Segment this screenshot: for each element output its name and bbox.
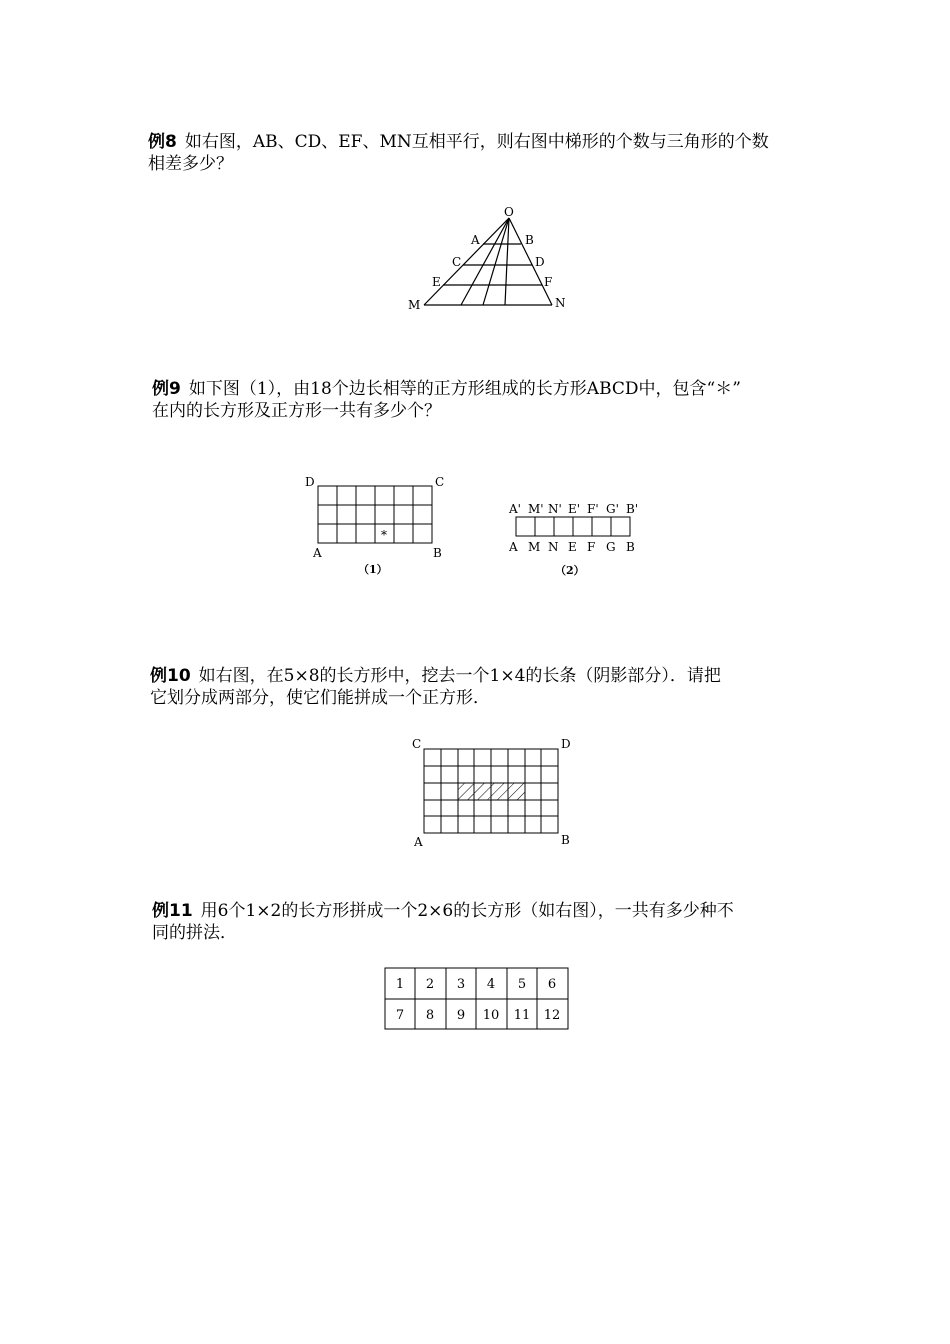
label-n: N [555, 296, 566, 310]
strip-top-label: E' [568, 502, 581, 516]
fig2-caption: （2） [555, 564, 585, 577]
strip-top-label: M' [528, 502, 544, 516]
table-cell: 3 [456, 977, 466, 992]
example-11-number: 例11 [152, 901, 193, 921]
table-cell: 1 [395, 977, 405, 992]
example-8-line-2: 相差多少？ [148, 154, 233, 174]
table-cell: 10 [482, 1008, 500, 1023]
strip-bottom-label: E [568, 540, 577, 554]
fig1-label-d: D [305, 475, 315, 489]
triangle-figure [424, 218, 552, 305]
label-d: D [535, 255, 545, 269]
fig1-label-a: A [313, 546, 322, 560]
example-11-line-1: 用6个1×2的长方形拼成一个2×6的长方形（如右图），一共有多少种不 [200, 901, 734, 921]
strip-bottom-label: M [528, 540, 541, 554]
table-cell: 9 [456, 1008, 466, 1023]
side-on [509, 218, 552, 305]
grid-5x8-figure [424, 749, 558, 833]
strip-bottom-labels [508, 540, 635, 577]
star-mark: * [381, 528, 387, 542]
table-cell: 11 [513, 1008, 531, 1023]
ray-1 [461, 218, 509, 305]
label-m: M [408, 298, 421, 312]
fig3-label-b: B [561, 833, 570, 847]
label-c: C [452, 255, 462, 269]
example-9-number: 例9 [152, 379, 181, 399]
fig1-label-c: C [435, 475, 445, 489]
strip-bottom-label: A [509, 540, 518, 554]
strip-top-label: N' [548, 502, 562, 516]
example-9-line-1: 如下图（1），由18个边长相等的正方形组成的长方形ABCD中，包含“＊” [188, 379, 741, 399]
fig3-label-a: A [414, 835, 423, 849]
example-10-line-1: 如右图，在5×8的长方形中，挖去一个1×4的长条（阴影部分）．请把 [198, 666, 721, 686]
strip-bottom-label: G [606, 540, 616, 554]
fig3-label-c: C [412, 737, 422, 751]
table-cell: 12 [543, 1008, 561, 1023]
numbered-table-cells [396, 977, 560, 1023]
example-11-line-2: 同的拼法． [152, 923, 237, 943]
strip-top-label: G' [606, 502, 619, 516]
example-10-number: 例10 [150, 666, 191, 686]
fig1-caption: （1） [358, 563, 388, 576]
numbered-table [385, 968, 568, 1029]
strip-top-label: F' [587, 502, 599, 516]
label-f: F [544, 275, 553, 289]
strip-top-label: B' [626, 502, 639, 516]
example-8-line-1: 如右图，AB、CD、EF、MN互相平行，则右图中梯形的个数与三角形的个数 [184, 132, 769, 152]
table-cell: 4 [486, 977, 496, 992]
table-cell: 7 [395, 1008, 405, 1023]
strip-bottom-label: F [587, 540, 596, 554]
example-10-line-2: 它划分成两部分，使它们能拼成一个正方形． [150, 688, 490, 708]
grid-3x6-figure [318, 486, 432, 543]
table-cell: 2 [425, 977, 435, 992]
fig1-label-b: B [433, 546, 442, 560]
strip-top-label: A' [509, 502, 521, 516]
example-9-line-2: 在内的长方形及正方形一共有多少个？ [152, 401, 441, 421]
label-e: E [432, 275, 441, 289]
fig3-label-d: D [561, 737, 571, 751]
example-8-number: 例8 [148, 132, 177, 152]
strip-1x6-figure [516, 517, 630, 536]
label-b: B [525, 233, 534, 247]
table-cell: 8 [425, 1008, 435, 1023]
table-cell: 5 [517, 977, 527, 992]
table-cell: 6 [547, 977, 557, 992]
strip-top-labels [508, 502, 638, 516]
strip-bottom-label: N [548, 540, 559, 554]
label-o: O [504, 205, 514, 219]
strip-bottom-label: B [626, 540, 635, 554]
label-a: A [471, 233, 480, 247]
